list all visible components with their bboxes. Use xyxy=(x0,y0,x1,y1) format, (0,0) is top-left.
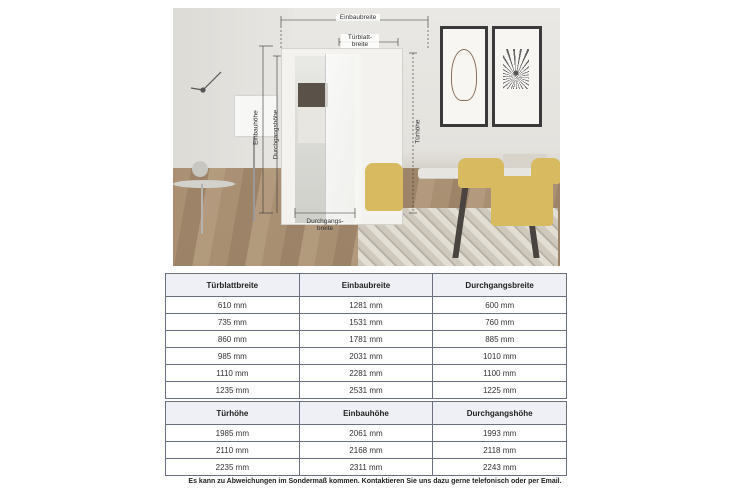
table-header-row xyxy=(166,274,567,297)
table-cell: 2243 mm xyxy=(433,459,567,476)
table-row xyxy=(166,331,567,348)
table-row xyxy=(166,365,567,382)
header-einbaubreite: Einbaubreite xyxy=(299,274,433,297)
einbaubreite-label: Einbaubreite xyxy=(336,14,380,21)
table-cell: 2061 mm xyxy=(299,425,433,442)
footnote: Es kann zu Abweichungen im Sondermaß kommen. Kontaktieren Sie uns dazu gerne telefonisch oder per Email. xyxy=(188,478,562,485)
table-cell: 1235 mm xyxy=(166,382,300,399)
table-cell: 1985 mm xyxy=(166,425,300,442)
table-cell: 2168 mm xyxy=(299,442,433,459)
table-cell: 760 mm xyxy=(433,314,567,331)
table-row xyxy=(166,297,567,314)
height-table xyxy=(165,401,567,476)
durchgangsbreite-line xyxy=(295,208,355,218)
einbauhoehe-label: Einbauhöhe xyxy=(252,110,260,145)
tuerblattbreite-label: Türblatt- breite xyxy=(341,34,379,48)
table-row xyxy=(166,459,567,476)
table-cell: 1281 mm xyxy=(299,297,433,314)
table-cell: 1225 mm xyxy=(433,382,567,399)
product-photo xyxy=(173,8,560,266)
table-cell: 1781 mm xyxy=(299,331,433,348)
einbauhoehe-line xyxy=(259,46,273,213)
table-cell: 2311 mm xyxy=(299,459,433,476)
table-cell: 1531 mm xyxy=(299,314,433,331)
table-cell: 2118 mm xyxy=(433,442,567,459)
table-row xyxy=(166,442,567,459)
table-cell: 600 mm xyxy=(433,297,567,314)
table-cell: 1110 mm xyxy=(166,365,300,382)
table-cell: 610 mm xyxy=(166,297,300,314)
width-table xyxy=(165,273,567,399)
table-row xyxy=(166,382,567,399)
header-einbauhoehe: Einbauhöhe xyxy=(299,402,433,425)
table-cell: 860 mm xyxy=(166,331,300,348)
table-cell: 985 mm xyxy=(166,348,300,365)
header-durchgangshoehe: Durchgangshöhe xyxy=(433,402,567,425)
tuerhoehe-label: Türhöhe xyxy=(414,119,422,144)
header-tuerhoehe: Türhöhe xyxy=(166,402,300,425)
table-cell: 2281 mm xyxy=(299,365,433,382)
table-row xyxy=(166,348,567,365)
table-cell: 885 mm xyxy=(433,331,567,348)
table-row xyxy=(166,314,567,331)
table-cell: 1010 mm xyxy=(433,348,567,365)
table-cell: 2531 mm xyxy=(299,382,433,399)
table-header-row xyxy=(166,402,567,425)
table-cell: 1100 mm xyxy=(433,365,567,382)
table-cell: 2110 mm xyxy=(166,442,300,459)
wall-clock-icon xyxy=(191,72,221,92)
table-cell: 2031 mm xyxy=(299,348,433,365)
table-cell: 735 mm xyxy=(166,314,300,331)
durchgangsbreite-label: Durchgangs- breite xyxy=(306,218,344,233)
header-tuerblattbreite: Türblattbreite xyxy=(166,274,300,297)
table-cell: 2235 mm xyxy=(166,459,300,476)
durchgangshoehe-label: Durchgangshöhe xyxy=(272,109,280,160)
table-cell: 1993 mm xyxy=(433,425,567,442)
header-durchgangsbreite: Durchgangsbreite xyxy=(433,274,567,297)
table-row xyxy=(166,425,567,442)
